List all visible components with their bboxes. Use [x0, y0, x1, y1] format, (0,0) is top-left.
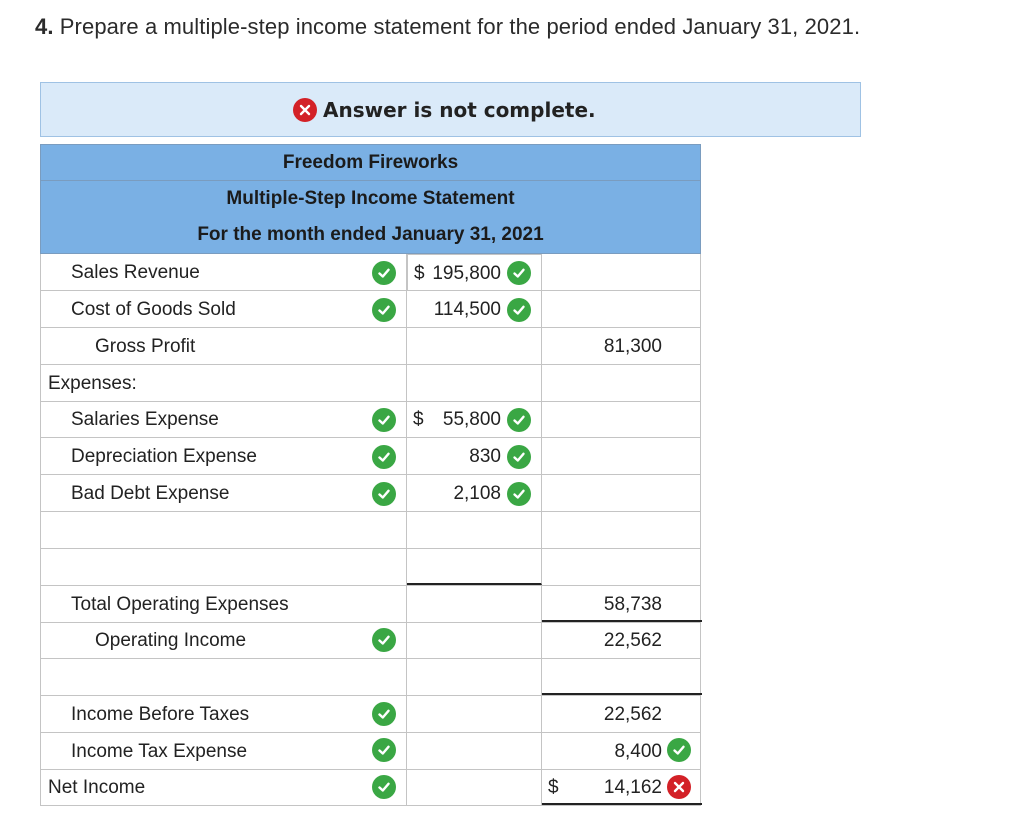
row-label: Sales Revenue [71, 262, 200, 283]
question-number: 4. [35, 14, 54, 39]
amount-input[interactable] [542, 401, 702, 438]
row-label: Net Income [48, 777, 146, 798]
amount-input[interactable]: 2,108 [407, 475, 542, 512]
cross-icon [293, 98, 317, 122]
amount-input[interactable] [542, 475, 702, 512]
amount-input[interactable]: 8,400 [614, 741, 662, 762]
amount-input[interactable] [542, 254, 702, 291]
statement-title: Multiple-Step Income Statement [40, 181, 701, 218]
row-label: Cost of Goods Sold [71, 299, 236, 320]
statement-period: For the month ended January 31, 2021 [40, 217, 701, 254]
label-input[interactable] [41, 512, 407, 549]
table-row [40, 769, 701, 806]
check-icon [372, 445, 396, 469]
table-row [40, 401, 701, 438]
check-icon [372, 628, 396, 652]
question-text: Prepare a multiple-step income statement for the period ended January 31, 2021. [59, 14, 861, 39]
table-row [40, 549, 701, 586]
amount-input[interactable] [542, 438, 702, 475]
amount-input[interactable]: 81,300 [603, 336, 662, 357]
company-name: Freedom Fireworks [40, 144, 701, 181]
check-icon [507, 298, 531, 322]
row-label: Bad Debt Expense [71, 483, 230, 504]
check-icon [507, 408, 531, 432]
table-row [40, 696, 701, 733]
row-label: Income Before Taxes [71, 704, 250, 725]
cross-icon [667, 775, 691, 799]
row-label: Gross Profit [95, 336, 196, 357]
amount-input[interactable] [407, 586, 542, 623]
table-row [40, 365, 701, 402]
row-label: Salaries Expense [71, 409, 219, 430]
amount-input[interactable] [407, 512, 542, 549]
check-icon [507, 261, 531, 285]
table-row [40, 586, 701, 623]
check-icon [372, 702, 396, 726]
row-label: Expenses: [48, 373, 137, 394]
table-row [40, 291, 701, 328]
row-label: Total Operating Expenses [71, 594, 289, 615]
row-label: Income Tax Expense [71, 741, 248, 762]
check-icon [372, 482, 396, 506]
check-icon [507, 445, 531, 469]
table-row [40, 328, 701, 365]
check-icon [667, 738, 691, 762]
row-label: Operating Income [95, 630, 247, 651]
amount-input[interactable] [407, 769, 542, 806]
amount-input[interactable] [542, 549, 702, 586]
label-input[interactable] [41, 549, 407, 586]
check-icon [372, 298, 396, 322]
amount-input[interactable]: 58,738 [542, 586, 702, 622]
table-row [40, 512, 701, 549]
amount-input[interactable]: $ 55,800 [407, 401, 542, 438]
amount-input[interactable]: 22,562 [603, 704, 662, 725]
amount-input[interactable] [542, 659, 702, 695]
answer-status-banner [40, 82, 861, 137]
table-row [40, 622, 701, 659]
amount-input[interactable] [407, 696, 542, 733]
amount-input[interactable] [407, 733, 542, 770]
table-row [40, 733, 701, 770]
label-input[interactable] [41, 659, 407, 696]
table-row [40, 438, 701, 475]
amount-input[interactable] [407, 622, 542, 659]
amount-input[interactable] [542, 291, 702, 328]
amount-input[interactable] [407, 659, 542, 696]
check-icon [372, 775, 396, 799]
amount-input[interactable] [407, 328, 542, 365]
answer-status-text: Answer is not complete. [323, 98, 596, 122]
amount-input[interactable]: $ 14,162 [542, 769, 702, 805]
amount-input[interactable]: 114,500 [407, 291, 542, 328]
check-icon [372, 738, 396, 762]
row-label: Depreciation Expense [71, 446, 257, 467]
check-icon [507, 482, 531, 506]
amount-input[interactable] [407, 549, 542, 585]
amount-input[interactable]: $ 195,800 [407, 254, 542, 291]
table-row [40, 475, 701, 512]
table-row [40, 659, 701, 696]
income-statement-table [40, 144, 701, 806]
amount-input[interactable]: 22,562 [603, 630, 662, 651]
amount-input[interactable] [542, 512, 702, 549]
table-row [40, 254, 701, 291]
amount-input[interactable] [407, 365, 542, 402]
question-prompt [35, 14, 860, 40]
amount-input[interactable] [542, 365, 702, 402]
amount-input[interactable]: 830 [407, 438, 542, 475]
check-icon [372, 408, 396, 432]
check-icon [372, 261, 396, 285]
